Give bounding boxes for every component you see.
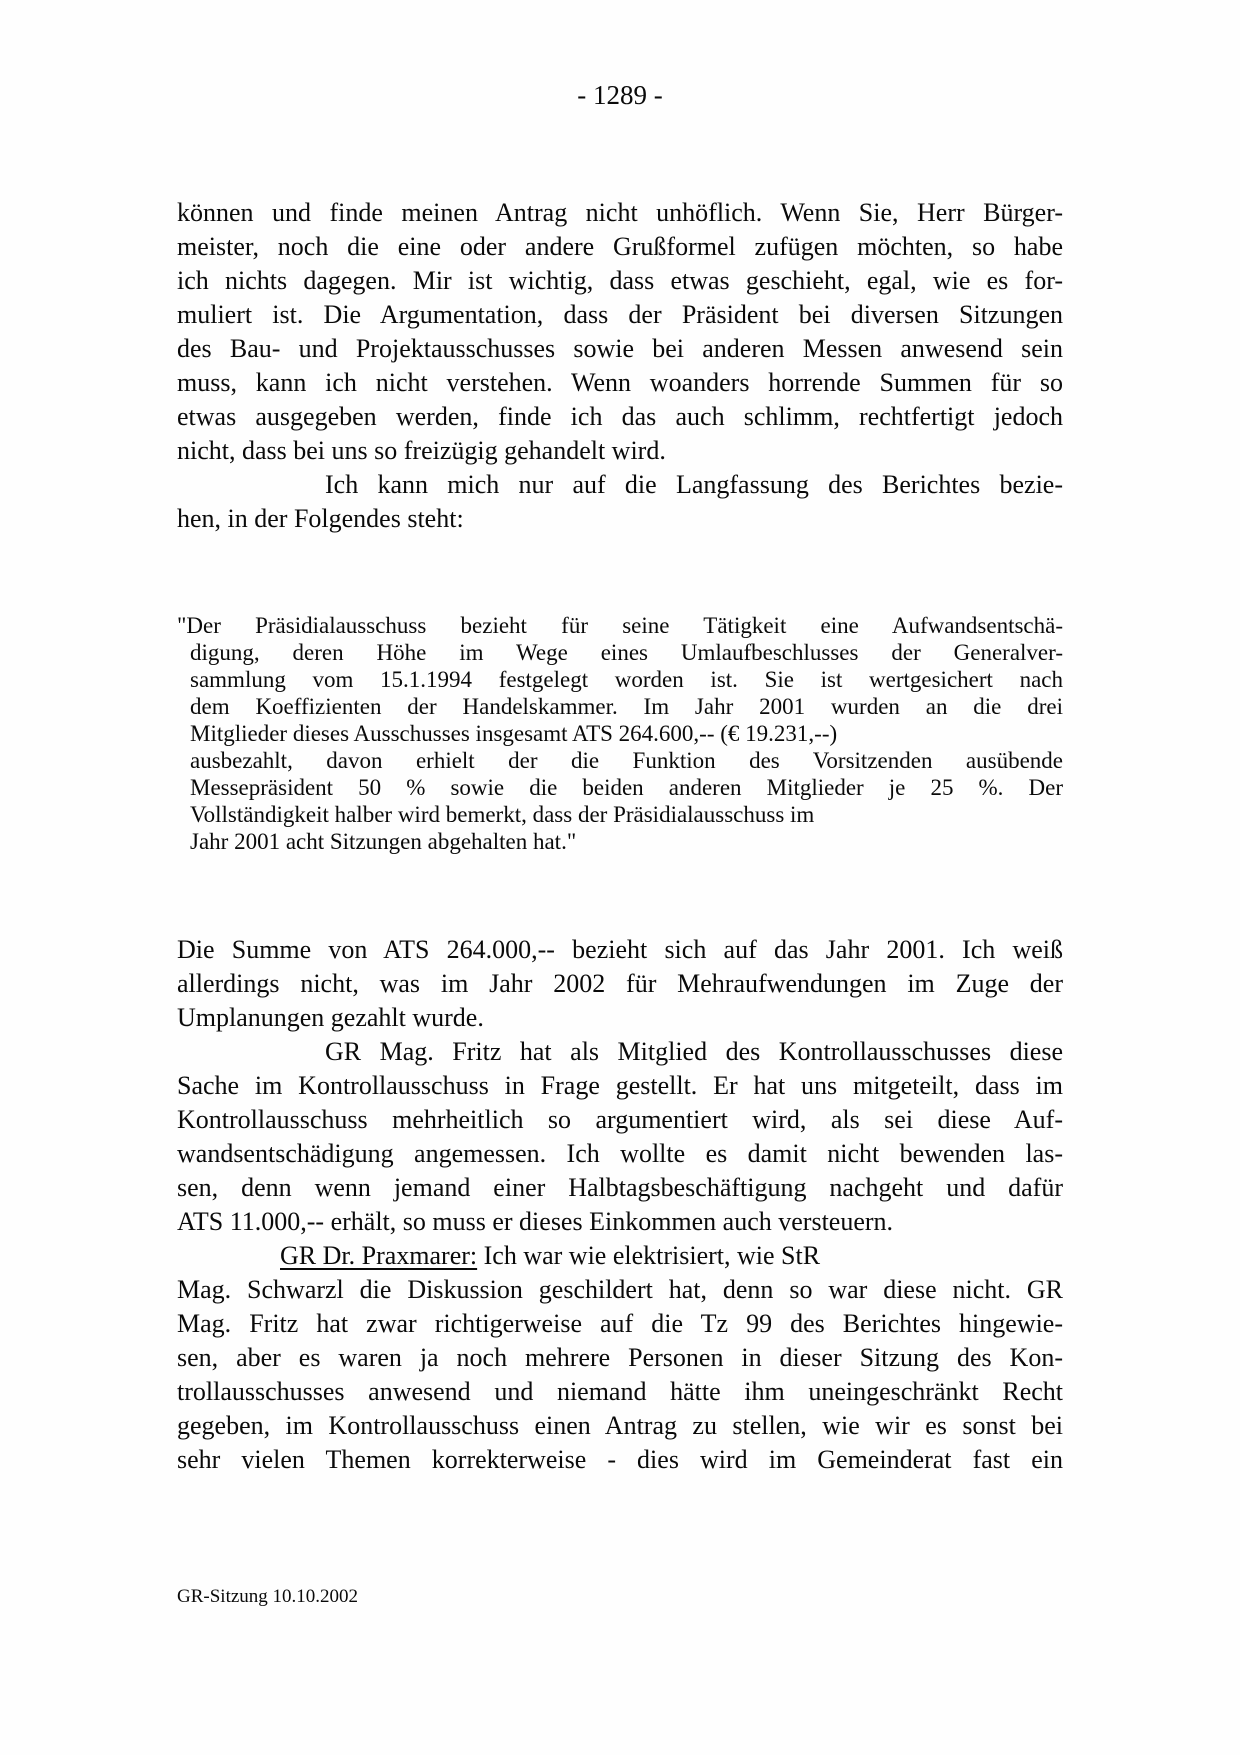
- text-line: sammlung vom 15.1.1994 festgelegt worden ist. Sie ist wertgesichert nach: [190, 667, 1063, 692]
- text-line: ATS 11.000,-- erhält, so muss er dieses Einkommen auch versteuern.: [177, 1207, 894, 1236]
- text-line: trollausschusses anwesend und niemand hätte ihm uneingeschränkt Recht: [177, 1377, 1063, 1406]
- text-line: hen, in der Folgendes steht:: [177, 504, 464, 533]
- paragraph-4: [177, 1035, 1063, 1239]
- text-line: wandsentschädigung angemessen. Ich wollte es damit nicht bewenden las-: [177, 1139, 1063, 1168]
- text-line: können und finde meinen Antrag nicht unhöflich. Wenn Sie, Herr Bürger-: [177, 198, 1063, 227]
- text-line: etwas ausgegeben werden, finde ich das auch schlimm, rechtfertigt jedoch: [177, 402, 1063, 431]
- text-line: Ich kann mich nur auf die Langfassung des Berichtes bezie-: [325, 470, 1063, 499]
- speaker-line: [177, 1239, 1063, 1273]
- footer-date: GR-Sitzung 10.10.2002: [177, 1586, 359, 1607]
- text-line: Mag. Schwarzl die Diskussion geschildert hat, denn so war diese nicht. GR: [177, 1275, 1063, 1304]
- speaker-line-rest: Ich war wie elektrisiert, wie StR: [477, 1241, 821, 1270]
- paragraph-5-continuation: [177, 1273, 1063, 1477]
- paragraph-3: [177, 933, 1063, 1035]
- text-line: Mag. Fritz hat zwar richtigerweise auf die Tz 99 des Berichtes hingewie-: [177, 1309, 1063, 1338]
- text-line: muliert ist. Die Argumentation, dass der Präsident bei diversen Sitzungen: [177, 300, 1063, 329]
- text-line: muss, kann ich nicht verstehen. Wenn woanders horrende Summen für so: [177, 368, 1063, 397]
- text-line: Vollständigkeit halber wird bemerkt, dass der Präsidialausschuss im: [190, 802, 815, 827]
- text-line: sen, denn wenn jemand einer Halbtagsbeschäftigung nachgeht und dafür: [177, 1173, 1063, 1202]
- text-line: dem Koeffizienten der Handelskammer. Im Jahr 2001 wurden an die drei: [190, 694, 1063, 719]
- paragraph-5: [177, 1239, 1063, 1477]
- paragraph-1: [177, 196, 1063, 468]
- text-line: Sache im Kontrollausschuss in Frage gestellt. Er hat uns mitgeteilt, dass im: [177, 1071, 1063, 1100]
- text-line: Mitglieder dieses Ausschusses insgesamt ATS 264.600,-- (€ 19.231,--): [190, 721, 838, 746]
- text-line: Die Summe von ATS 264.000,-- bezieht sich auf das Jahr 2001. Ich weiß: [177, 935, 1063, 964]
- page-body: [177, 196, 1063, 1477]
- text-line: digung, deren Höhe im Wege eines Umlaufbeschlusses der Generalver-: [190, 640, 1063, 665]
- text-line: Messepräsident 50 % sowie die beiden anderen Mitglieder je 25 %. Der: [190, 775, 1063, 800]
- report-quote-block: [177, 612, 1063, 855]
- text-line: allerdings nicht, was im Jahr 2002 für Mehraufwendungen im Zuge der: [177, 969, 1063, 998]
- text-line: nicht, dass bei uns so freizügig gehandelt wird.: [177, 436, 666, 465]
- text-line: sehr vielen Themen korrekterweise - dies wird im Gemeinderat fast ein: [177, 1445, 1063, 1474]
- page-number: - 1289 -: [577, 80, 663, 110]
- text-line: meister, noch die eine oder andere Grußformel zufügen möchten, so habe: [177, 232, 1063, 261]
- text-line: gegeben, im Kontrollausschuss einen Antrag zu stellen, wie wir es sonst bei: [177, 1411, 1063, 1440]
- text-line: sen, aber es waren ja noch mehrere Personen in dieser Sitzung des Kon-: [177, 1343, 1063, 1372]
- text-line: "Der Präsidialausschuss bezieht für seine Tätigkeit eine Aufwandsentschä-: [177, 613, 1063, 638]
- text-line: Umplanungen gezahlt wurde.: [177, 1003, 484, 1032]
- paragraph-2: [177, 468, 1063, 536]
- text-line: GR Mag. Fritz hat als Mitglied des Kontrollausschusses diese: [325, 1037, 1063, 1066]
- text-line: ich nichts dagegen. Mir ist wichtig, dass etwas geschieht, egal, wie es for-: [177, 266, 1063, 295]
- text-line: ausbezahlt, davon erhielt der die Funktion des Vorsitzenden ausübende: [190, 748, 1063, 773]
- text-line: Kontrollausschuss mehrheitlich so argumentiert wird, als sei diese Auf-: [177, 1105, 1063, 1134]
- text-line: des Bau- und Projektausschusses sowie bei anderen Messen anwesend sein: [177, 334, 1063, 363]
- text-line: Jahr 2001 acht Sitzungen abgehalten hat.": [190, 829, 577, 854]
- speaker-name: GR Dr. Praxmarer:: [280, 1241, 478, 1270]
